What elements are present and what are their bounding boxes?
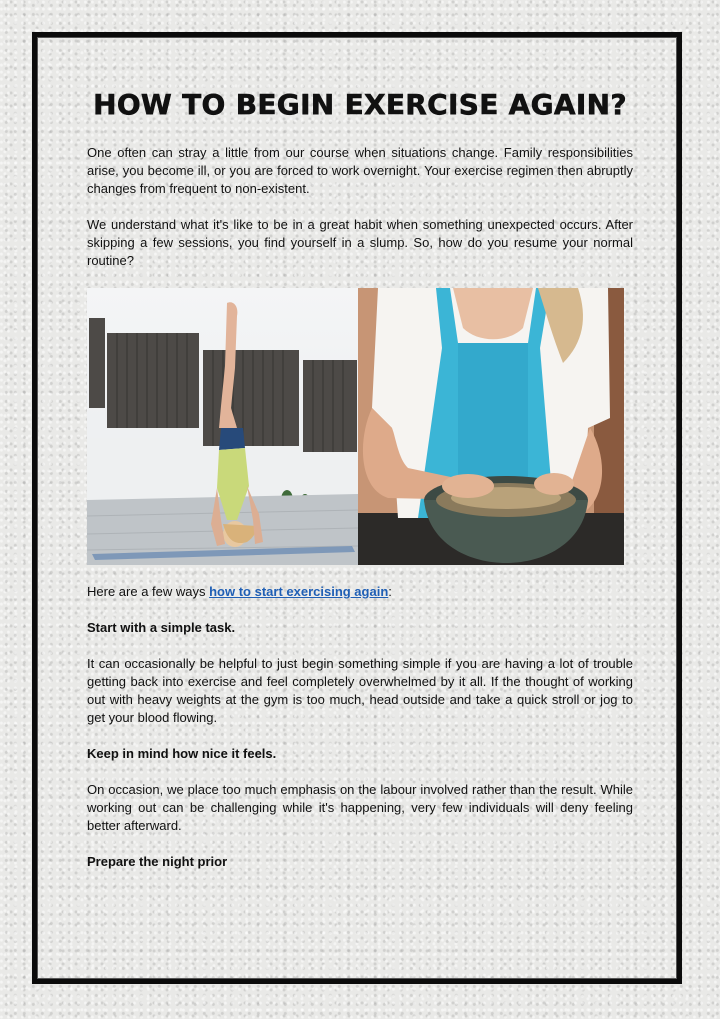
paragraph-2: We understand what it's like to be in a great habit when something unexpected occurs. After skipping a few sessions, you find yourself in a slump. So, how do you resume your normal routine? bbox=[87, 217, 633, 268]
section-body-2: On occasion, we place too much emphasis on the labour involved rather than the result. While working out can be challenging while it's happening, very few individuals will deny feeling better afterward. bbox=[87, 782, 633, 833]
section-body-1: It can occasionally be helpful to just begin something simple if you are having a lot of trouble getting back into exercise and feel completely overwhelmed by it all. If the thought of working out with heavy weights at the gym is too much, head outside and take a quick stroll or jog to get your blood flowing. bbox=[87, 656, 633, 725]
intro-suffix: : bbox=[388, 584, 392, 599]
bowl-photo bbox=[358, 288, 624, 565]
headstand-photo bbox=[87, 288, 358, 565]
page-title: HOW TO BEGIN EXERCISE AGAIN? bbox=[93, 88, 627, 121]
intro-prefix: Here are a few ways bbox=[87, 584, 210, 599]
start-exercising-link[interactable]: how to start exercising again bbox=[209, 584, 389, 599]
photo-strip bbox=[87, 288, 624, 565]
section-heading-3: Prepare the night prior bbox=[87, 854, 228, 869]
article-body bbox=[87, 144, 633, 889]
intro-line bbox=[87, 583, 633, 601]
section-heading-2: Keep in mind how nice it feels. bbox=[87, 746, 277, 761]
paragraph-1: One often can stray a little from our course when situations change. Family responsibilities arise, you become ill, or you are forced to work overnight. Your exercise regimen then abruptly changes from frequent to non-existent. bbox=[87, 145, 633, 196]
section-heading-1: Start with a simple task. bbox=[87, 620, 236, 635]
